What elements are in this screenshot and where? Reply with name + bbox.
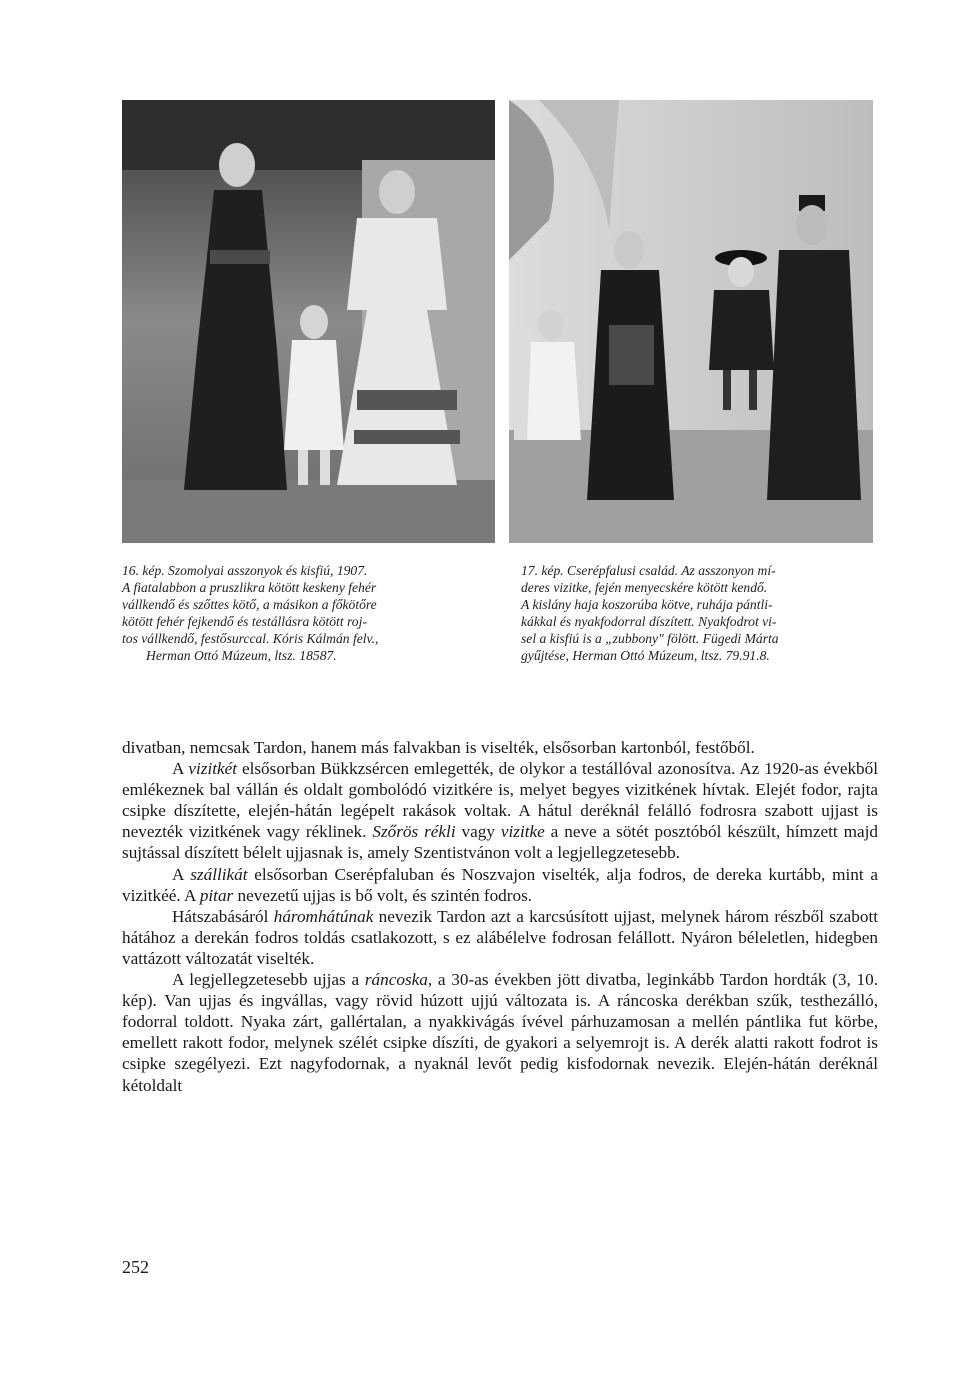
caption-line: deres vizitke, fején menyecskére kötött kendő. (521, 580, 768, 595)
page-number: 252 (122, 1257, 149, 1277)
caption-line: 16. kép. Szomolyai asszonyok és kisfiú, 1907. (122, 563, 368, 578)
caption-line: sel a kisfiú is a „zubbony" fölött. Fügedi Márta (521, 631, 779, 646)
photo-szomolyai-women (122, 100, 495, 543)
paragraph: A vizitkét elsősorban Bükkzsércen emlegették, de olykor a testállóval azonosítva. Az 1920-as évekből emlékeznek bal vállán és oldalt gombolódó vizitkére is, melyet begyes vizitkének hívtak. Elejét fodor, rajta csipke díszítette, elején-hátán legépelt rakások voltak. A hátul deréknál felálló fodrosra szabott ujjast is nevezték vizitkének vagy réklinek. Szőrös rékli vagy vizitke a neve a sötét posztóból készült, hímzett majd sujtással díszített bélelt ujjasnak is, amely Szentistvánon volt a legjellegzetesebb. (122, 759, 879, 863)
caption-line: 17. kép. Cserépfalusi család. Az asszonyon mí- (521, 563, 776, 578)
paragraph: divatban, nemcsak Tardon, hanem más falvakban is viselték, elsősorban kartonból, festőből. (122, 738, 755, 757)
paragraph: Hátszabásáról háromhátúnak nevezik Tardon azt a karcsúsított ujjast, melynek három részből szabott hátához a derekán fodros toldás csatlakozott, s ez alábélelve fodrosan felállott. Nyáron béleletlen, hidegben vattázott változatát viselték. (122, 906, 878, 968)
term: vizitkét (188, 759, 238, 779)
paragraph: A szállikát elsősorban Cserépfaluban és Noszvajon viselték, alja fodros, de dereka kurtább, mint a vizitkéé. A pitar nevezetű ujjas is bő volt, és szintén fodros. (122, 864, 878, 905)
term: pitar (199, 885, 234, 905)
caption-photo-17 (521, 562, 881, 664)
term: ráncoska (364, 970, 428, 990)
caption-line: vállkendő és szőttes kötő, a másikon a főkötőre (122, 597, 377, 612)
caption-line: kötött fehér fejkendő és testállásra kötött roj- (122, 614, 367, 629)
caption-line: Herman Ottó Múzeum, ltsz. 18587. (146, 648, 337, 663)
caption-line: tos vállkendő, festősurccal. Kóris Kálmán felv., (122, 631, 379, 646)
term: háromhátúnak (273, 906, 374, 926)
photo-right-image (509, 100, 873, 543)
photo-cserepfalusi-family (509, 100, 873, 543)
photo-left-image (122, 100, 495, 543)
term: Szőrös rékli (372, 822, 456, 842)
body-text (122, 737, 878, 1096)
term: vizitke (500, 822, 545, 842)
caption-photo-16 (122, 562, 502, 664)
caption-line: A fiatalabbon a pruszlikra kötött keskeny fehér (122, 580, 377, 595)
term: szállikát (190, 864, 248, 884)
caption-line: A kislány haja koszorúba kötve, ruhája pántli- (521, 597, 773, 612)
paragraph: A legjellegzetesebb ujjas a ráncoska, a 30-as években jött divatba, leginkább Tardon hordták (3, 10. kép). Van ujjas és ingvállas, vagy rövid húzott ujjú változata is. A ráncoska derékban szűk, testhezálló, fodorral toldott. Nyaka zárt, gallértalan, a nyakkivágás ívével párhuzamosan a mellén pántlika fut körbe, emellett rakott fodor, melynek szélét csipke díszíti, de gyakori a selyemrojt is. A derék alatti rakott fodrot is csipke szegélyezi. Ezt nagyfodornak, a nyaknál levőt pedig kisfodornak nevezik. Elején-hátán deréknál kétoldalt (122, 970, 878, 1095)
caption-line: kákkal és nyakfodorral díszített. Nyakfodrot vi- (521, 614, 777, 629)
caption-line: gyűjtése, Herman Ottó Múzeum, ltsz. 79.91.8. (521, 648, 770, 663)
